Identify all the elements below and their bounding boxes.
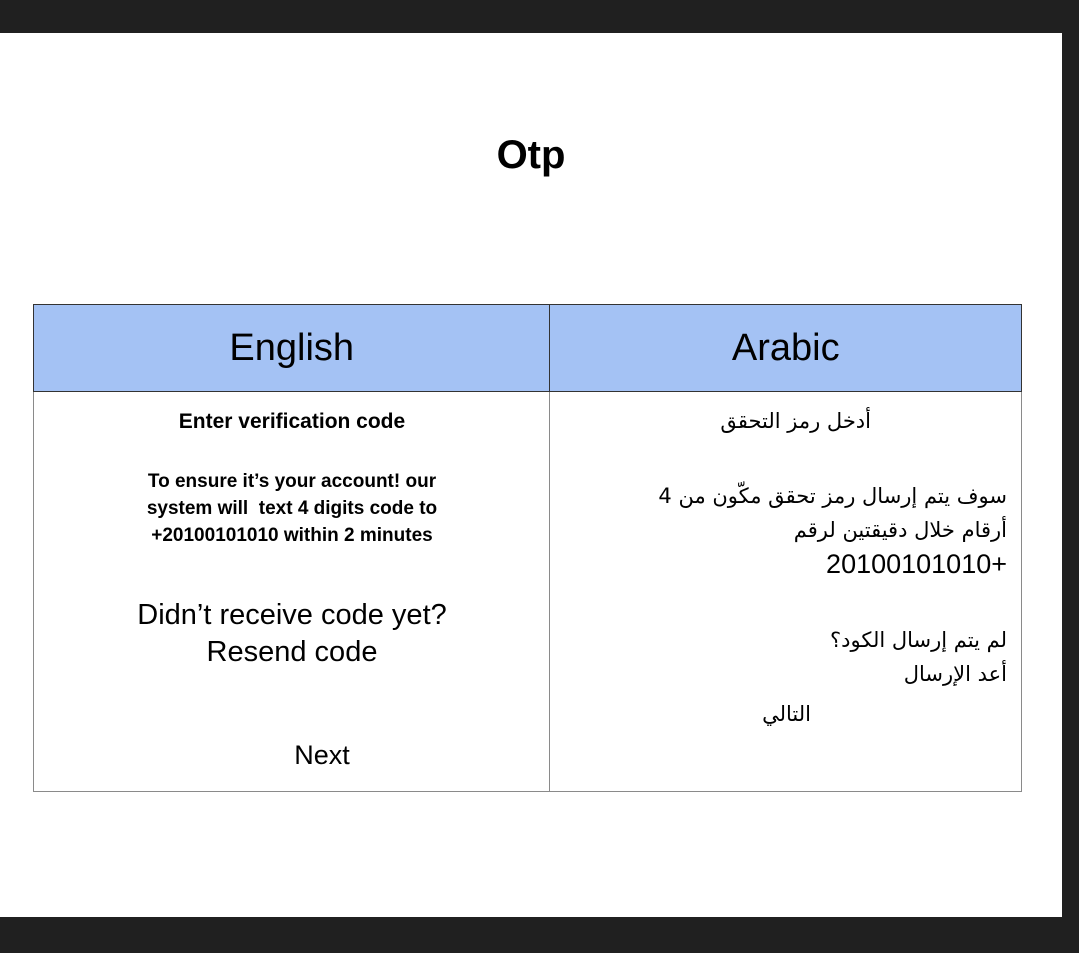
ar-resend-question: لم يتم إرسال الكود؟ [830,628,1007,652]
ar-next-label: التالي [762,702,811,726]
arabic-cell [550,392,1022,792]
en-description-line: +20100101010 within 2 minutes [151,525,433,546]
table-header-row [34,305,1022,392]
en-description [34,468,550,549]
document-page [0,33,1062,917]
en-resend-block [34,597,550,671]
ar-description-line: سوف يتم إرسال رمز تحقق مكّون من 4 [658,484,1007,508]
page-title: Otp [496,133,566,177]
en-next-label: Next [294,740,350,770]
translation-table [33,304,1022,792]
ar-description-line: أرقام خلال دقيقتين لرقم [793,518,1007,542]
ar-description [567,479,1007,581]
header-arabic: Arabic [550,305,1022,392]
english-cell [34,392,550,792]
ar-phone-number: 20100101010+ [826,549,1007,579]
en-heading: Enter verification code [178,410,406,433]
table-row [34,392,1022,792]
ar-resend-block [567,623,1007,691]
header-english: English [34,305,550,392]
ar-heading: أدخل رمز التحقق [720,409,871,433]
en-description-line: system will text 4 digits code to [146,498,438,519]
en-resend-question: Didn’t receive code yet? [137,599,447,631]
ar-resend-link: أعد الإرسال [903,662,1007,686]
en-resend-link: Resend code [206,636,378,668]
en-description-line: To ensure it’s your account! our [147,471,437,492]
